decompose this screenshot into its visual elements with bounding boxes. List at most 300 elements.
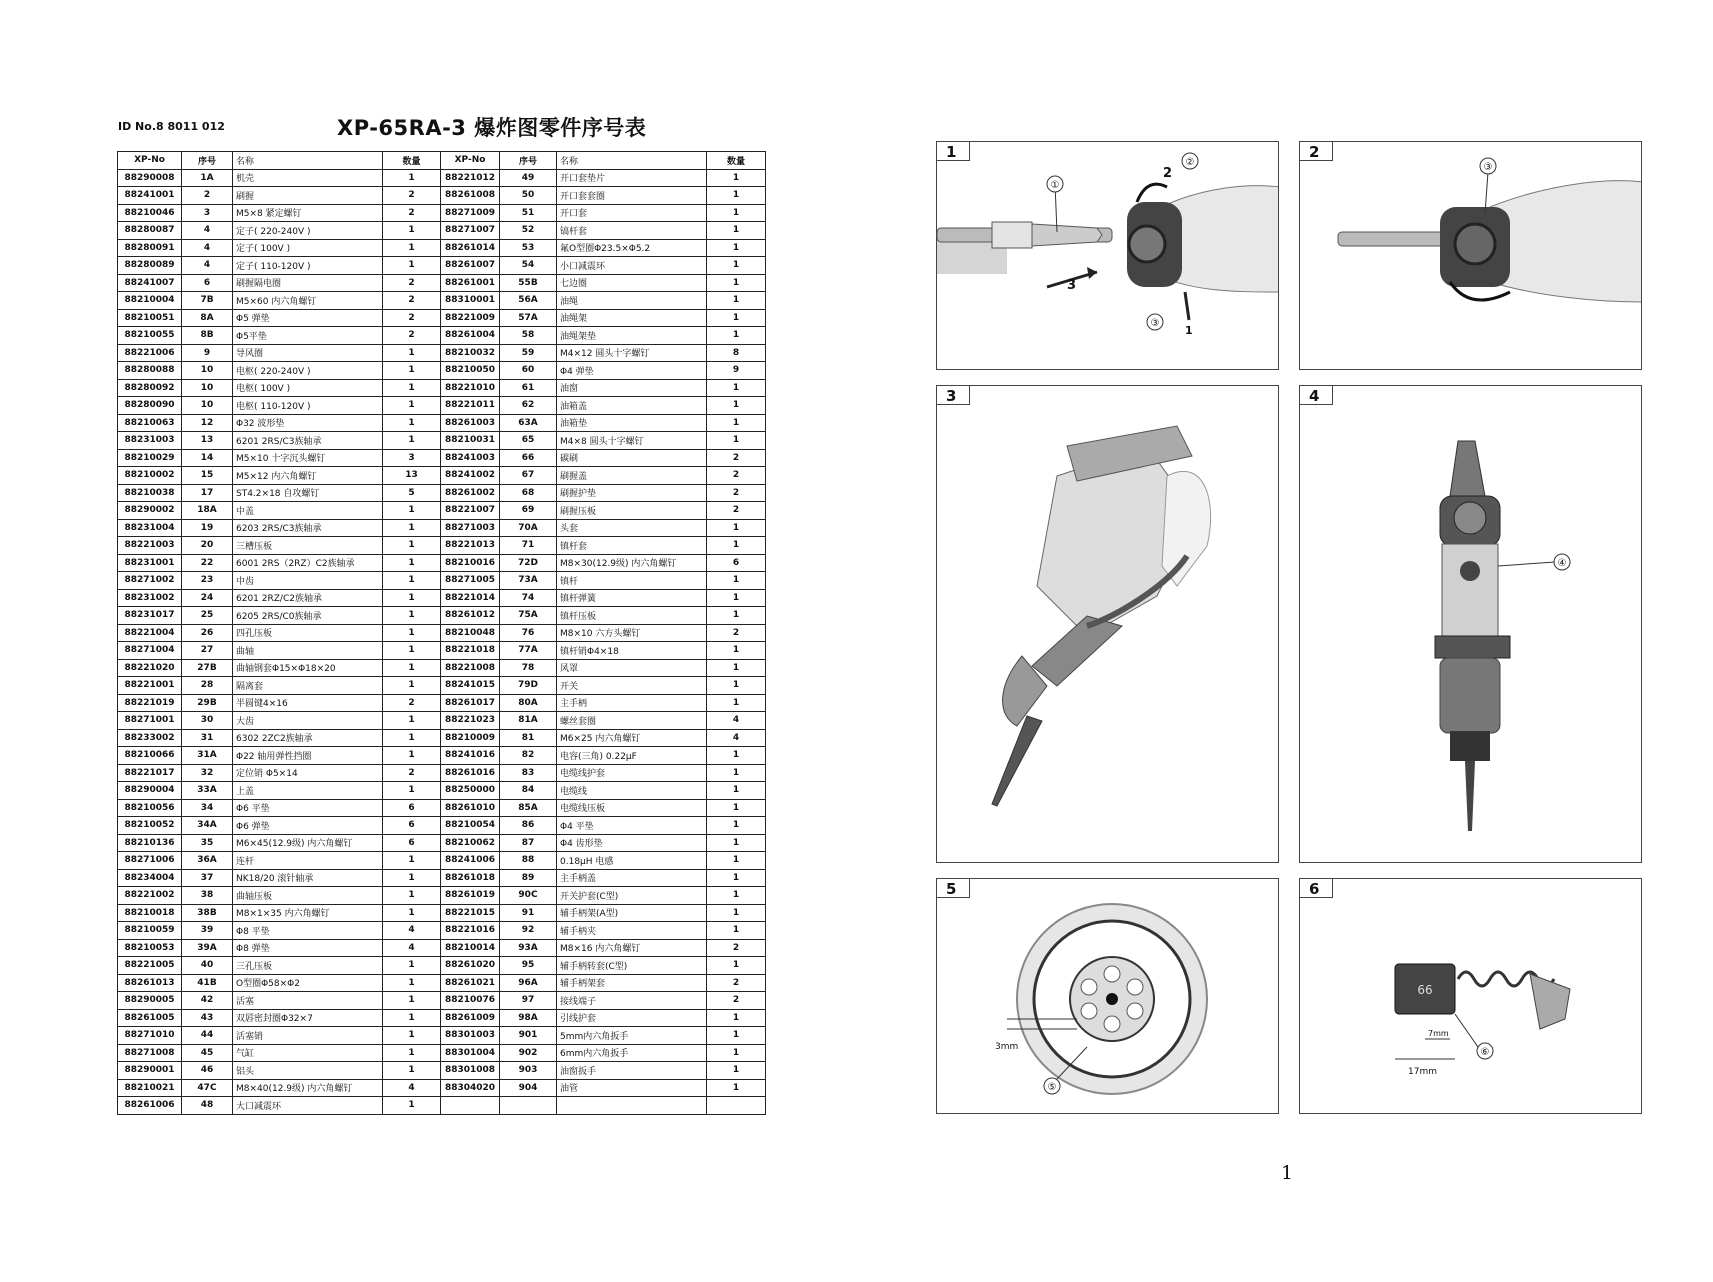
cell-qty: 1 (383, 414, 441, 432)
table-row (118, 799, 766, 817)
cell-qty-2: 1 (707, 309, 766, 327)
cell-qty-2: 1 (707, 694, 766, 712)
cell-part-name: NK18/20 滚针轴承 (233, 869, 383, 887)
cell-part-name-2: 螺丝套圈 (557, 712, 707, 730)
cell-seq: 26 (182, 624, 233, 642)
cell-seq-2: 71 (500, 537, 557, 555)
cell-qty-2: 2 (707, 624, 766, 642)
cell-qty: 1 (383, 257, 441, 275)
cell-part-name-2: 油窗扳手 (557, 1062, 707, 1080)
demolition-hammer-upright-illustration (1300, 386, 1642, 863)
cell-seq: 8A (182, 309, 233, 327)
table-row (118, 957, 766, 975)
cell-part-name: 曲轴钢套Φ15×Φ18×20 (233, 659, 383, 677)
table-row (118, 554, 766, 572)
cell-xpno-2: 88310001 (441, 292, 500, 310)
cell-xpno: 88210029 (118, 449, 182, 467)
table-row (118, 414, 766, 432)
cell-qty: 1 (383, 1009, 441, 1027)
cell-xpno: 88290001 (118, 1062, 182, 1080)
cell-seq-2: 55B (500, 274, 557, 292)
cell-seq: 45 (182, 1044, 233, 1062)
cell-qty-2: 1 (707, 799, 766, 817)
cell-xpno: 88280088 (118, 362, 182, 380)
cell-seq: 46 (182, 1062, 233, 1080)
cell-seq-2: 96A (500, 974, 557, 992)
cell-qty-2: 1 (707, 764, 766, 782)
cell-part-name-2: 开关 (557, 677, 707, 695)
cell-xpno: 88231003 (118, 432, 182, 450)
cell-seq-2: 84 (500, 782, 557, 800)
cell-qty-2: 1 (707, 414, 766, 432)
cell-part-name-2: 开关护套(C型) (557, 887, 707, 905)
cell-xpno-2: 88261001 (441, 274, 500, 292)
cell-qty: 1 (383, 642, 441, 660)
cell-part-name: 导风圈 (233, 344, 383, 362)
cell-qty: 1 (383, 747, 441, 765)
cell-xpno: 88280091 (118, 239, 182, 257)
cell-qty-2: 8 (707, 344, 766, 362)
cell-xpno-2: 88221011 (441, 397, 500, 415)
cell-xpno-2: 88210062 (441, 834, 500, 852)
cell-part-name: M8×40(12.9级) 内六角螺钉 (233, 1079, 383, 1097)
cell-xpno: 88290004 (118, 782, 182, 800)
cell-qty: 1 (383, 782, 441, 800)
document-id-number: ID No.8 8011 012 (118, 120, 225, 133)
cell-part-name-2: 镇杆 (557, 572, 707, 590)
table-row (118, 344, 766, 362)
cell-xpno-2: 88210014 (441, 939, 500, 957)
cell-qty: 1 (383, 957, 441, 975)
cell-qty-2: 2 (707, 974, 766, 992)
arrow-label-3: 3 (1067, 278, 1077, 293)
cell-qty-2: 1 (707, 1062, 766, 1080)
cell-qty: 2 (383, 764, 441, 782)
table-row (118, 362, 766, 380)
cell-seq: 35 (182, 834, 233, 852)
cell-xpno: 88280089 (118, 257, 182, 275)
cell-xpno-2: 88210050 (441, 362, 500, 380)
cell-part-name: 电枢( 220-240V ) (233, 362, 383, 380)
cell-seq-2: 61 (500, 379, 557, 397)
cell-part-name-2: 镇杆弹簧 (557, 589, 707, 607)
table-row (118, 974, 766, 992)
cell-qty-2: 2 (707, 502, 766, 520)
cell-xpno: 88210018 (118, 904, 182, 922)
cell-seq-2: 54 (500, 257, 557, 275)
callout-5-5: ⑤ (1047, 1082, 1057, 1093)
cell-seq-2: 70A (500, 519, 557, 537)
table-row (118, 502, 766, 520)
cell-part-name: M5×8 紧定螺钉 (233, 204, 383, 222)
cell-qty-2: 1 (707, 397, 766, 415)
cell-seq: 2 (182, 187, 233, 205)
cell-xpno: 88210051 (118, 309, 182, 327)
cell-qty-2: 1 (707, 834, 766, 852)
table-row (118, 677, 766, 695)
parts-table-body (118, 169, 766, 1114)
cell-part-name: Φ6 弹垫 (233, 817, 383, 835)
cell-xpno-2: 88221010 (441, 379, 500, 397)
cell-xpno: 88261013 (118, 974, 182, 992)
demolition-hammer-in-hand-illustration (937, 386, 1279, 863)
cell-seq-2: 56A (500, 292, 557, 310)
cell-qty: 1 (383, 222, 441, 240)
cell-seq: 33A (182, 782, 233, 800)
cell-xpno-2: 88221008 (441, 659, 500, 677)
cell-qty-2: 1 (707, 204, 766, 222)
cell-part-name-2: M6×25 内六角螺钉 (557, 729, 707, 747)
cell-part-name: 机壳 (233, 169, 383, 187)
cell-qty-2: 2 (707, 484, 766, 502)
cell-xpno: 88280090 (118, 397, 182, 415)
table-row (118, 239, 766, 257)
cell-qty: 1 (383, 887, 441, 905)
cell-seq: 30 (182, 712, 233, 730)
table-row (118, 852, 766, 870)
cell-part-name: 定子( 220-240V ) (233, 222, 383, 240)
cell-seq: 14 (182, 449, 233, 467)
cell-seq-2: 50 (500, 187, 557, 205)
table-row (118, 397, 766, 415)
cell-part-name: 大齿 (233, 712, 383, 730)
cell-xpno-2: 88271003 (441, 519, 500, 537)
cell-seq: 37 (182, 869, 233, 887)
cell-part-name-2: M8×10 六方头螺钉 (557, 624, 707, 642)
cell-part-name-2: 镐杆套 (557, 222, 707, 240)
cell-seq-2: 65 (500, 432, 557, 450)
cell-qty: 6 (383, 834, 441, 852)
cell-qty-2: 2 (707, 939, 766, 957)
cell-qty: 1 (383, 1062, 441, 1080)
cell-part-name: Φ22 轴用弹性挡圈 (233, 747, 383, 765)
cell-part-name-2: 辅手柄夹 (557, 922, 707, 940)
cell-seq: 4 (182, 257, 233, 275)
cell-xpno-2: 88261014 (441, 239, 500, 257)
cell-xpno-2: 88221018 (441, 642, 500, 660)
cell-part-name-2: 电容(三角) 0.22μF (557, 747, 707, 765)
cell-part-name-2: 接线端子 (557, 992, 707, 1010)
cell-xpno: 88241001 (118, 187, 182, 205)
cell-part-name: M5×12 内六角螺钉 (233, 467, 383, 485)
cell-qty-2: 4 (707, 712, 766, 730)
figure-panel-4 (1299, 385, 1642, 863)
cell-part-name: 定子( 110-120V ) (233, 257, 383, 275)
cell-seq-2: 74 (500, 589, 557, 607)
cell-xpno: 88221003 (118, 537, 182, 555)
cell-part-name: 双唇密封圈Φ32×7 (233, 1009, 383, 1027)
cell-xpno-2: 88241016 (441, 747, 500, 765)
cell-part-name: 中盖 (233, 502, 383, 520)
cell-xpno: 88231004 (118, 519, 182, 537)
panel-number-5: 5 (936, 878, 970, 898)
cell-qty-2: 1 (707, 257, 766, 275)
table-row (118, 817, 766, 835)
cell-xpno-2 (441, 1097, 500, 1115)
col-header-xpno: XP-No (118, 152, 182, 170)
cell-qty: 1 (383, 1027, 441, 1045)
cell-part-name: 6001 2RS（2RZ）C2族轴承 (233, 554, 383, 572)
cell-qty: 2 (383, 309, 441, 327)
cell-xpno: 88210002 (118, 467, 182, 485)
cell-part-name: 定位销 Φ5×14 (233, 764, 383, 782)
cell-qty-2: 1 (707, 274, 766, 292)
callout-6-6: ⑥ (1480, 1047, 1490, 1058)
cell-seq: 34 (182, 799, 233, 817)
cell-qty: 2 (383, 204, 441, 222)
figure-panel-6 (1299, 878, 1642, 1114)
cell-seq: 6 (182, 274, 233, 292)
cell-part-name: 6302 2ZC2族轴承 (233, 729, 383, 747)
cell-seq: 32 (182, 764, 233, 782)
table-row (118, 712, 766, 730)
cell-seq: 3 (182, 204, 233, 222)
cell-seq-2: 60 (500, 362, 557, 380)
cell-qty-2: 1 (707, 957, 766, 975)
cell-seq-2: 901 (500, 1027, 557, 1045)
cell-xpno: 88221017 (118, 764, 182, 782)
cell-part-name-2: 电缆线护套 (557, 764, 707, 782)
cell-qty: 1 (383, 712, 441, 730)
cell-seq: 8B (182, 327, 233, 345)
cell-xpno-2: 88261009 (441, 1009, 500, 1027)
cell-seq: 17 (182, 484, 233, 502)
cell-part-name: ST4.2×18 自攻螺钉 (233, 484, 383, 502)
cell-seq: 25 (182, 607, 233, 625)
cell-seq-2: 57A (500, 309, 557, 327)
cell-xpno: 88210004 (118, 292, 182, 310)
cell-part-name: 四孔压板 (233, 624, 383, 642)
cell-part-name: M5×60 内六角螺钉 (233, 292, 383, 310)
cell-seq-2: 51 (500, 204, 557, 222)
cell-qty-2: 1 (707, 432, 766, 450)
cell-part-name-2: 5mm内六角扳手 (557, 1027, 707, 1045)
cell-xpno: 88210063 (118, 414, 182, 432)
cell-seq-2: 82 (500, 747, 557, 765)
cell-xpno-2: 88210016 (441, 554, 500, 572)
cell-seq-2: 88 (500, 852, 557, 870)
cell-qty-2: 1 (707, 607, 766, 625)
cell-qty-2: 1 (707, 222, 766, 240)
cell-qty: 5 (383, 484, 441, 502)
cell-qty-2: 2 (707, 992, 766, 1010)
cell-seq-2: 87 (500, 834, 557, 852)
cell-qty-2: 1 (707, 887, 766, 905)
cell-qty: 1 (383, 239, 441, 257)
cell-part-name: Φ32 波形垫 (233, 414, 383, 432)
cell-xpno: 88221006 (118, 344, 182, 362)
cell-xpno: 88271006 (118, 852, 182, 870)
cell-qty-2: 1 (707, 572, 766, 590)
panel-number-6: 6 (1299, 878, 1333, 898)
cell-part-name: 连杆 (233, 852, 383, 870)
table-row (118, 729, 766, 747)
cell-qty: 2 (383, 274, 441, 292)
cell-qty-2: 1 (707, 169, 766, 187)
cell-seq: 10 (182, 397, 233, 415)
table-row (118, 467, 766, 485)
table-row (118, 869, 766, 887)
dimension-3mm: 3mm (995, 1042, 1019, 1052)
cell-xpno-2: 88261019 (441, 887, 500, 905)
cell-qty-2: 1 (707, 187, 766, 205)
cell-seq: 15 (182, 467, 233, 485)
cell-part-name-2: 辅手柄架套 (557, 974, 707, 992)
col-header-qty-2: 数量 (707, 152, 766, 170)
table-row (118, 904, 766, 922)
parts-table (117, 151, 766, 1115)
arrow-label-2: 2 (1163, 166, 1173, 181)
cell-seq: 19 (182, 519, 233, 537)
cell-xpno: 88221001 (118, 677, 182, 695)
cell-seq: 20 (182, 537, 233, 555)
table-row (118, 204, 766, 222)
arrow-label-1: 1 (1185, 324, 1193, 337)
cell-qty-2: 1 (707, 1079, 766, 1097)
cell-xpno-2: 88210009 (441, 729, 500, 747)
cell-part-name-2: M4×12 圆头十字螺钉 (557, 344, 707, 362)
cell-seq-2 (500, 1097, 557, 1115)
cell-part-name-2: 辅手柄转套(C型) (557, 957, 707, 975)
cell-xpno: 88221004 (118, 624, 182, 642)
cell-part-name: 刷握 (233, 187, 383, 205)
cell-part-name: 电枢( 100V ) (233, 379, 383, 397)
cell-part-name-2: M8×16 内六角螺钉 (557, 939, 707, 957)
cell-xpno-2: 88261017 (441, 694, 500, 712)
cell-part-name-2: 油窗 (557, 379, 707, 397)
table-row (118, 257, 766, 275)
cell-xpno-2: 88301003 (441, 1027, 500, 1045)
cell-seq-2: 72D (500, 554, 557, 572)
cell-part-name: 隔离套 (233, 677, 383, 695)
cell-seq-2: 83 (500, 764, 557, 782)
cell-xpno-2: 88261002 (441, 484, 500, 502)
cell-qty-2: 1 (707, 869, 766, 887)
cell-xpno-2: 88261012 (441, 607, 500, 625)
cell-qty: 1 (383, 869, 441, 887)
cell-xpno-2: 88210048 (441, 624, 500, 642)
cell-seq-2: 77A (500, 642, 557, 660)
cell-qty-2: 1 (707, 519, 766, 537)
cell-seq: 48 (182, 1097, 233, 1115)
cell-part-name-2: 0.18μH 电感 (557, 852, 707, 870)
cell-xpno: 88290002 (118, 502, 182, 520)
cell-xpno: 88280092 (118, 379, 182, 397)
cell-xpno: 88261006 (118, 1097, 182, 1115)
cell-xpno-2: 88210032 (441, 344, 500, 362)
cell-part-name-2: 风罩 (557, 659, 707, 677)
cell-xpno: 88231017 (118, 607, 182, 625)
cell-part-name-2: 油绳架 (557, 309, 707, 327)
chisel-insertion-illustration (937, 142, 1279, 370)
cell-qty: 6 (383, 799, 441, 817)
cell-seq-2: 91 (500, 904, 557, 922)
cell-qty: 1 (383, 502, 441, 520)
cell-xpno: 88233002 (118, 729, 182, 747)
cell-xpno: 88210066 (118, 747, 182, 765)
cell-seq-2: 53 (500, 239, 557, 257)
cell-xpno: 88234004 (118, 869, 182, 887)
cell-part-name-2: 小口减震环 (557, 257, 707, 275)
cell-part-name-2: 引线护套 (557, 1009, 707, 1027)
cell-seq: 12 (182, 414, 233, 432)
col-header-seq-2: 序号 (500, 152, 557, 170)
carbon-brush-illustration (1300, 879, 1642, 1114)
cell-xpno: 88221005 (118, 957, 182, 975)
cell-seq: 31 (182, 729, 233, 747)
cell-qty: 13 (383, 467, 441, 485)
cell-xpno: 88221020 (118, 659, 182, 677)
cell-xpno: 88221002 (118, 887, 182, 905)
cell-seq-2: 90C (500, 887, 557, 905)
cell-part-name-2: 油箱盖 (557, 397, 707, 415)
cell-qty-2: 1 (707, 747, 766, 765)
cell-xpno-2: 88250000 (441, 782, 500, 800)
cell-part-name-2: 镇杆压板 (557, 607, 707, 625)
cell-qty: 1 (383, 379, 441, 397)
cell-part-name-2: 碳刷 (557, 449, 707, 467)
cell-xpno-2: 88221007 (441, 502, 500, 520)
cell-part-name: M8×1×35 内六角螺钉 (233, 904, 383, 922)
cell-part-name: 上盖 (233, 782, 383, 800)
cell-seq: 22 (182, 554, 233, 572)
cell-seq: 38B (182, 904, 233, 922)
cell-qty: 1 (383, 169, 441, 187)
table-row (118, 782, 766, 800)
table-row (118, 187, 766, 205)
table-row (118, 222, 766, 240)
cell-seq: 28 (182, 677, 233, 695)
table-row (118, 887, 766, 905)
cell-qty: 1 (383, 1097, 441, 1115)
callout-2-3: ③ (1483, 162, 1493, 173)
col-header-name: 名称 (233, 152, 383, 170)
cell-part-name: Φ5平垫 (233, 327, 383, 345)
table-row (118, 1027, 766, 1045)
cell-xpno: 88210059 (118, 922, 182, 940)
callout-1-1: ① (1050, 180, 1060, 191)
cell-seq: 39A (182, 939, 233, 957)
cell-part-name-2: 镇杆销Φ4×18 (557, 642, 707, 660)
cell-qty-2: 1 (707, 659, 766, 677)
cell-qty-2: 1 (707, 642, 766, 660)
cell-part-name: 6201 2RZ/C2族轴承 (233, 589, 383, 607)
cell-seq-2: 73A (500, 572, 557, 590)
cell-part-name-2: 刷握盖 (557, 467, 707, 485)
cell-qty-2: 1 (707, 1027, 766, 1045)
cell-xpno-2: 88271005 (441, 572, 500, 590)
cell-qty-2: 1 (707, 922, 766, 940)
cell-xpno: 88210053 (118, 939, 182, 957)
table-row (118, 169, 766, 187)
cell-xpno: 88231002 (118, 589, 182, 607)
table-row (118, 1097, 766, 1115)
table-row (118, 432, 766, 450)
cell-part-name: Φ8 平垫 (233, 922, 383, 940)
cell-qty-2: 1 (707, 904, 766, 922)
table-row (118, 519, 766, 537)
cell-xpno: 88231001 (118, 554, 182, 572)
cell-seq: 4 (182, 222, 233, 240)
cell-part-name-2: 开口套垫片 (557, 169, 707, 187)
cell-part-name-2: 6mm内六角扳手 (557, 1044, 707, 1062)
cell-qty-2: 1 (707, 379, 766, 397)
cell-qty: 1 (383, 852, 441, 870)
cell-seq: 10 (182, 362, 233, 380)
cell-qty-2: 1 (707, 589, 766, 607)
cell-xpno: 88241007 (118, 274, 182, 292)
col-header-xpno-2: XP-No (441, 152, 500, 170)
